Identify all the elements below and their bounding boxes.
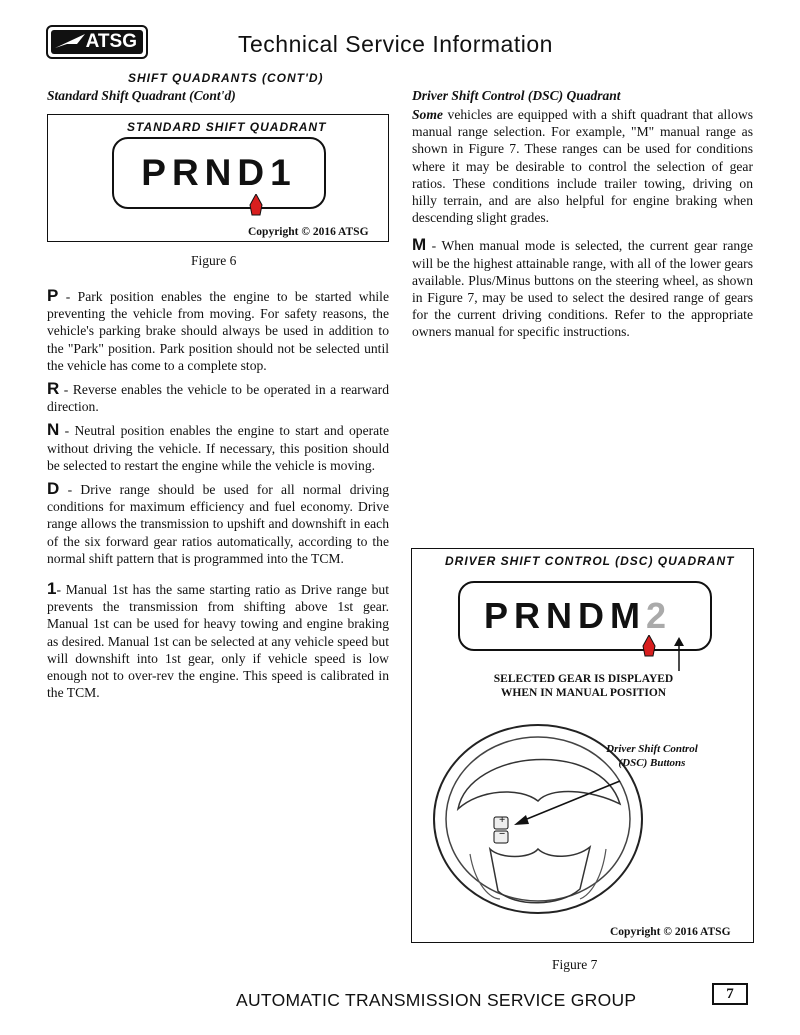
left-body xyxy=(47,287,389,701)
paragraph-dsc-intro: Some vehicles are equipped with a shift quadrant that allows manual range selection. For example, "M" manual range as shown in Figure 7. These ranges can be used for conditions where it may be desirable to control the selection of gear ratios. These conditions include trailer towing, driving on hilly terrain, and are also helpful for engine braking when descending slight grades. xyxy=(412,107,753,226)
dsc-buttons-label: Driver Shift Control (DSC) Buttons xyxy=(606,743,698,769)
figure-7-copyright: Copyright © 2016 ATSG xyxy=(610,926,731,938)
figure-6-copyright: Copyright © 2016 ATSG xyxy=(248,226,369,238)
section-title: SHIFT QUADRANTS (CONT'D) xyxy=(128,71,324,85)
figure-6-box xyxy=(47,114,389,242)
footer-text: AUTOMATIC TRANSMISSION SERVICE GROUP xyxy=(236,990,637,1010)
paragraph-park: P - Park position enables the engine to be started while preventing the vehicle from moving. For safety reasons, the vehicle's parking brake should always be used in addition to the "Park" position. Park position should not be selected until the vehicle has come to a complete stop. xyxy=(47,286,389,373)
paragraph-reverse: R - Reverse enables the vehicle to be operated in a rearward direction. xyxy=(47,379,389,415)
dsc-plus-button: + xyxy=(499,814,506,826)
figure-7-box xyxy=(411,548,754,943)
right-subtitle: Driver Shift Control (DSC) Quadrant xyxy=(412,88,621,103)
dsc-minus-button: − xyxy=(499,828,506,840)
figure-7-title: DRIVER SHIFT CONTROL (DSC) QUADRANT xyxy=(445,554,735,568)
left-subtitle: Standard Shift Quadrant (Cont'd) xyxy=(47,88,236,103)
paragraph-manual-1st: 1- Manual 1st has the same starting ratio as Drive range but prevents the transmission from shifting above 1st gear. Manual 1st can be used for heavy towing and engine braking as desired. Manual 1st can be selected at any vehicle speed but will downshift into 1st gear, only if vehicle speed is low enough not to over-rev the engine. This speed is calibrated in the TCM. xyxy=(47,579,389,701)
paragraph-drive: D - Drive range should be used for all normal driving conditions for maximum efficiency and fuel economy. Drive range allows the transmission to upshift and downshift in each of the six forward gear ratios automatically, according to the normal shift pattern that is programmed into the TCM. xyxy=(47,479,389,566)
logo-text: ATSG xyxy=(85,31,137,52)
selected-gear-digit: 2 xyxy=(646,595,673,636)
dsc-shift-quadrant: PRNDM2 xyxy=(458,581,712,651)
page-header-title: Technical Service Information xyxy=(238,31,553,57)
paragraph-manual-mode: M - When manual mode is selected, the current gear range will be the highest attainable range, with all of the lower gears available. Plus/Minus buttons on the steering wheel, as shown in Figure 7, may be used to select the desired range of gears for the current driving conditions. Refer to the appropriate owners manual for specific instructions. xyxy=(412,235,753,340)
right-body xyxy=(412,106,753,341)
page-number: 7 xyxy=(712,983,748,1005)
selected-gear-note: SELECTED GEAR IS DISPLAYED WHEN IN MANUAL POSITION xyxy=(493,673,674,699)
paragraph-neutral: N - Neutral position enables the engine to start and operate without driving the vehicle. If necessary, this position should be selected to restart the engine while the vehicle is moving. xyxy=(47,420,389,473)
dsc-pointer-arrow-icon xyxy=(512,779,622,829)
gear-pointer-icon xyxy=(249,194,263,216)
dsc-gear-pointer-icon xyxy=(642,635,656,657)
figure-6-caption: Figure 6 xyxy=(191,253,237,268)
figure-7-caption: Figure 7 xyxy=(552,957,598,972)
logo-arrow-icon xyxy=(55,34,85,50)
up-arrow-icon xyxy=(672,637,686,671)
atsg-logo xyxy=(46,25,148,59)
standard-shift-quadrant: PRND1 xyxy=(112,137,326,209)
figure-6-title: STANDARD SHIFT QUADRANT xyxy=(127,120,327,134)
